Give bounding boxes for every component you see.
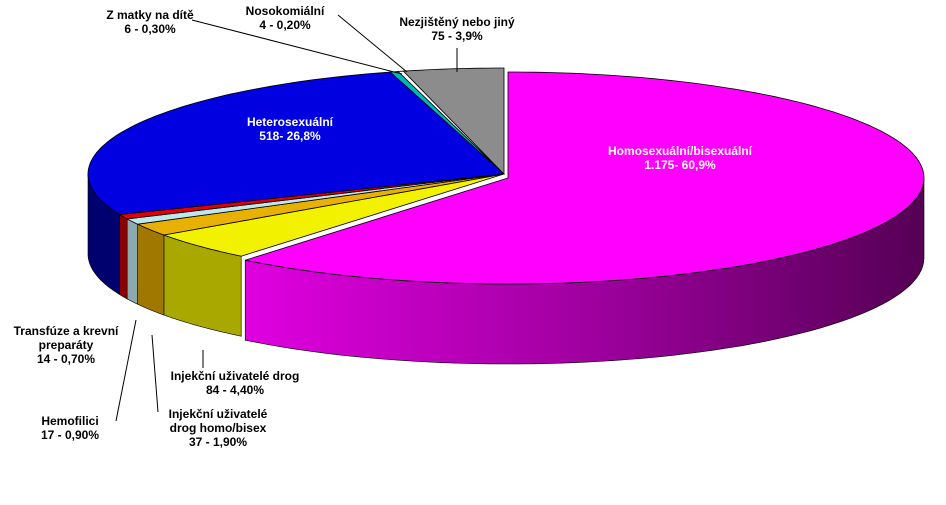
slice-label-text: 518- 26,8% xyxy=(259,129,321,143)
slice-label-text: 14 - 0,70% xyxy=(36,352,96,366)
slice-label-text: Heterosexuální xyxy=(246,115,334,129)
slice-label-text: Hemofilici xyxy=(41,414,99,428)
leader-line xyxy=(116,320,136,421)
slice-label-text: 75 - 3,9% xyxy=(431,29,483,43)
slice-label-text: 1.175- 60,9% xyxy=(644,158,716,172)
slice-label-text: Injekční uživatelé drog xyxy=(170,369,300,383)
slice-label-text: drog homo/bisex xyxy=(169,421,267,435)
slice-label-text: 4 - 0,20% xyxy=(259,18,311,32)
slice-label-text: 17 - 0,90% xyxy=(40,428,100,442)
slice-label-text: Homosexuální/bisexuální xyxy=(607,144,753,158)
slice-label-text: Z matky na dítě xyxy=(106,8,194,22)
slice-label-text: Transfúze a krevní xyxy=(13,324,119,338)
pie-slice-side xyxy=(138,224,164,315)
slice-label-text: preparáty xyxy=(38,338,94,352)
pie-slice-side xyxy=(127,219,137,304)
slice-label-text: 6 - 0,30% xyxy=(124,22,176,36)
leader-line xyxy=(338,15,407,72)
pie-slice-side xyxy=(120,215,128,299)
slice-label-text: Nezjištěný nebo jiný xyxy=(399,15,515,29)
leader-line xyxy=(152,335,158,412)
slice-label-text: 84 - 4,40% xyxy=(205,383,265,397)
slice-label-text: Nosokomiální xyxy=(245,4,325,18)
slice-label-text: 37 - 1,90% xyxy=(188,435,248,449)
slice-label-text: Injekční uživatelé xyxy=(168,407,268,421)
